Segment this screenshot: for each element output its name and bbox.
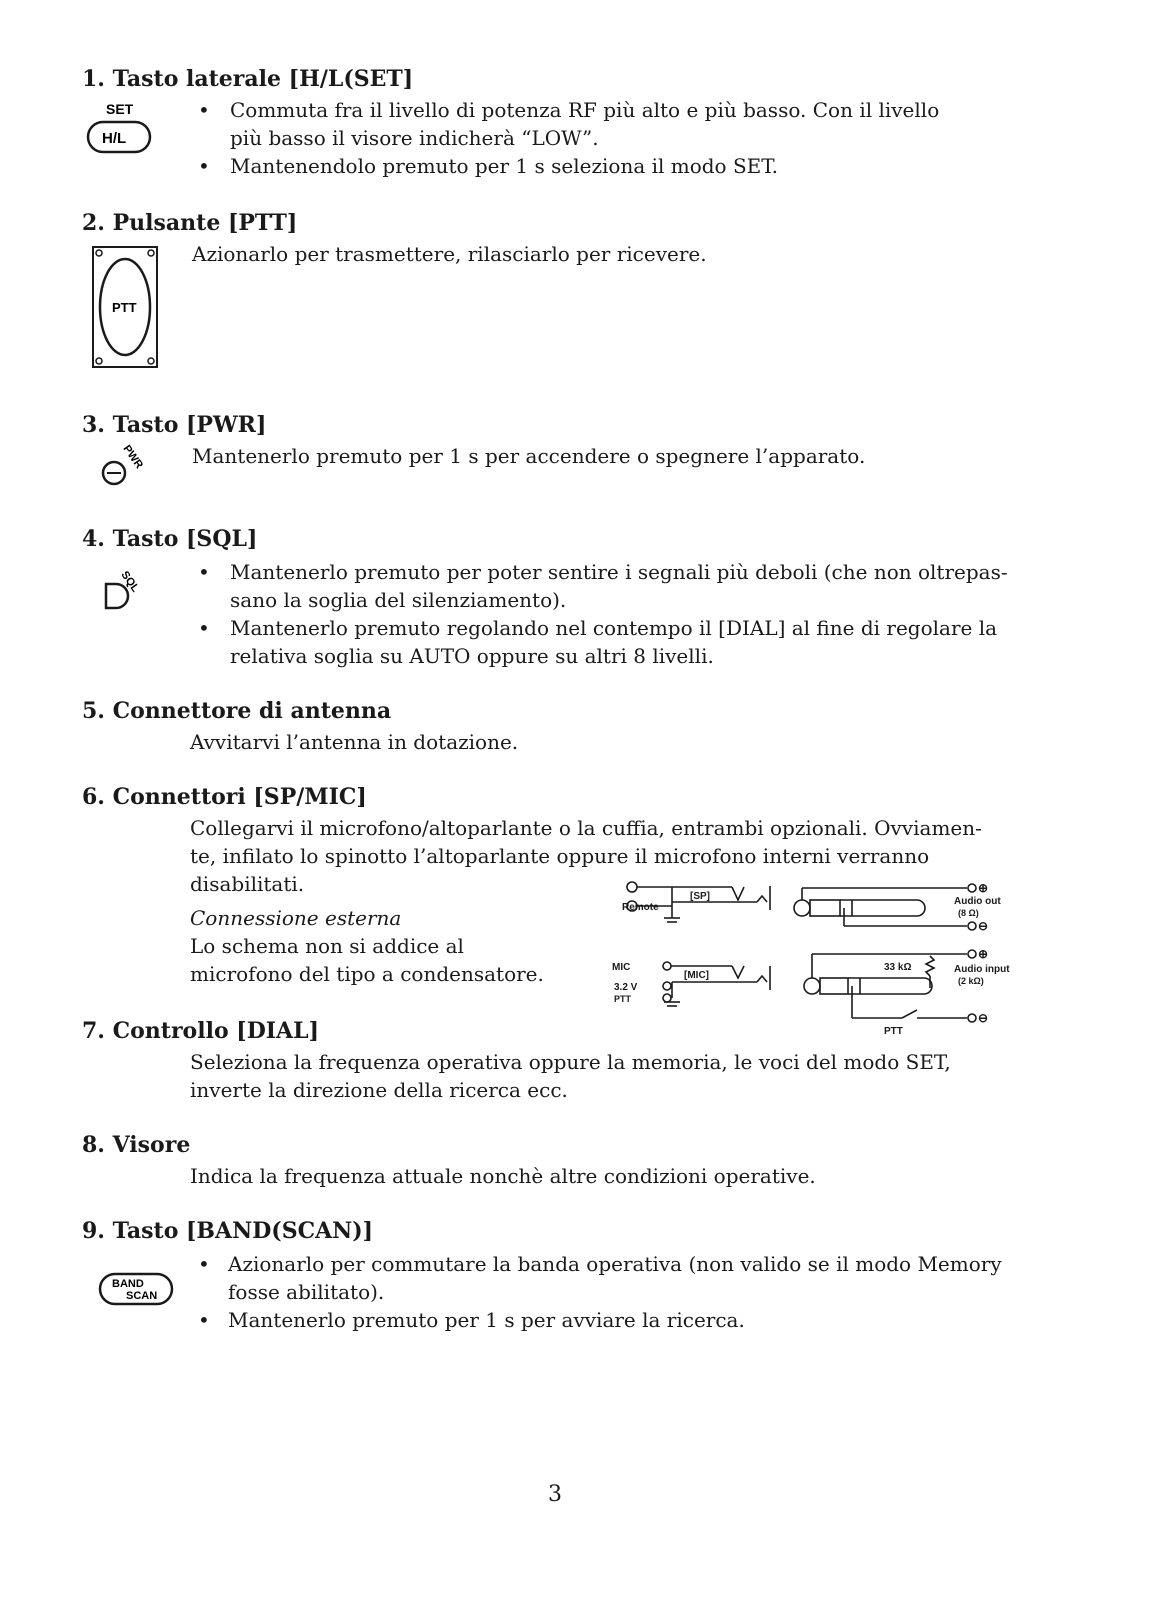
hl-label: H/L (102, 130, 127, 147)
set-label: SET (106, 101, 134, 117)
section-6-note-2: microfono del tipo a condensatore. (190, 962, 544, 986)
v32-label: 3.2 V (614, 982, 638, 993)
ptt-label: PTT (112, 300, 137, 315)
section-9-title: 9. Tasto [BAND(SCAN)] (82, 1218, 374, 1244)
section-6-line-3: disabilitati. (190, 872, 305, 896)
hl-set-key-icon (84, 98, 156, 158)
band-scan-key-icon (96, 1270, 176, 1310)
section-1-line-3: Mantenendolo premuto per 1 s seleziona il modo SET. (230, 154, 779, 178)
resistor-label: 33 kΩ (884, 962, 912, 973)
audio-input-imp: (2 kΩ) (958, 976, 984, 986)
section-5-line-1: Avvitarvi l’antenna in dotazione. (190, 730, 519, 754)
remote-label: Remote (622, 902, 659, 913)
ptt-switch-label: PTT (884, 1026, 903, 1037)
section-2-title: 2. Pulsante [PTT] (82, 210, 298, 236)
ptt-pin-label: PTT (614, 994, 631, 1004)
section-5-title: 5. Connettore di antenna (82, 698, 392, 724)
out-minus: ⊖ (978, 919, 989, 933)
section-9-line-2: fosse abilitato). (228, 1280, 385, 1304)
section-6-title: 6. Connettori [SP/MIC] (82, 784, 367, 810)
section-6-note-1: Lo schema non si addice al (190, 934, 464, 958)
section-4-line-3: Mantenerlo premuto regolando nel contempo il [DIAL] al fine di regolare la (230, 616, 998, 640)
page-number: 3 (548, 1482, 562, 1507)
section-1-line-1: Commuta fra il livello di potenza RF più alto e più basso. Con il livello (230, 98, 940, 122)
sql-key-icon (100, 566, 152, 618)
section-6-line-2: te, infilato lo spinotto l’altoparlante oppure il microfono interni verranno (190, 844, 930, 868)
section-4-title: 4. Tasto [SQL] (82, 526, 258, 552)
in-minus: ⊖ (978, 1011, 989, 1025)
section-6-subheading: Connessione esterna (190, 906, 402, 930)
section-4-line-1: Mantenerlo premuto per poter sentire i segnali più deboli (che non oltrepas- (230, 560, 1008, 584)
section-7-line-1: Seleziona la frequenza operativa oppure la memoria, le voci del modo SET, (190, 1050, 951, 1074)
section-7-line-2: inverte la direzione della ricerca ecc. (190, 1078, 568, 1102)
band-label: BAND (112, 1278, 144, 1290)
section-9-line-1: Azionarlo per commutare la banda operativa (non valido se il modo Memory (228, 1252, 1002, 1276)
ptt-button-icon (90, 244, 162, 372)
section-9-line-3: Mantenerlo premuto per 1 s per avviare la ricerca. (228, 1308, 745, 1332)
scan-label: SCAN (126, 1290, 158, 1302)
in-plus: ⊕ (978, 947, 989, 961)
section-8-title: 8. Visore (82, 1132, 191, 1158)
mic-pin-label: MIC (612, 962, 631, 973)
audio-out-imp: (8 Ω) (958, 908, 979, 918)
section-7-title: 7. Controllo [DIAL] (82, 1018, 320, 1044)
sql-label: SQL (118, 569, 142, 595)
external-connection-diagram (612, 878, 1042, 1038)
section-4-line-2: sano la soglia del silenziamento). (230, 588, 567, 612)
section-3-title: 3. Tasto [PWR] (82, 412, 267, 438)
sp-label: [SP] (690, 891, 710, 902)
mic-label: [MIC] (684, 970, 709, 981)
pwr-key-icon (100, 440, 150, 488)
section-1-line-2: più basso il visore indicherà “LOW”. (230, 126, 599, 150)
pwr-label: PWR (120, 443, 146, 471)
section-4-line-4: relativa soglia su AUTO oppure su altri 8 livelli. (230, 644, 714, 668)
section-1-title: 1. Tasto laterale [H/L(SET] (82, 66, 414, 92)
section-6-line-1: Collegarvi il microfono/altoparlante o la cuffia, entrambi opzionali. Ovviamen- (190, 816, 982, 840)
out-plus: ⊕ (978, 881, 989, 895)
section-8-line-1: Indica la frequenza attuale nonchè altre condizioni operative. (190, 1164, 816, 1188)
section-2-line-1: Azionarlo per trasmettere, rilasciarlo per ricevere. (192, 242, 707, 266)
audio-input-label: Audio input (954, 964, 1010, 975)
section-3-line-1: Mantenerlo premuto per 1 s per accendere o spegnere l’apparato. (192, 444, 866, 468)
audio-out-label: Audio out (954, 896, 1001, 907)
